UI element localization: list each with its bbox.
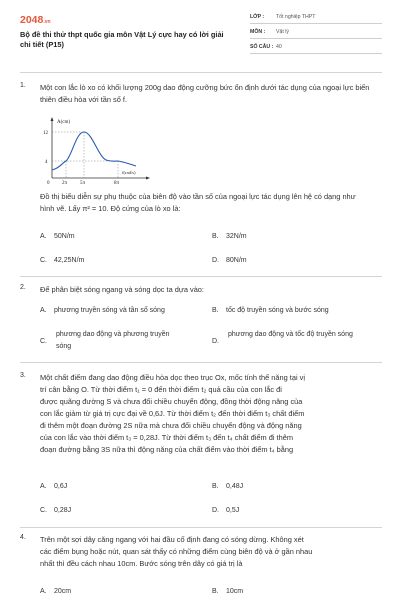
- y-axis-arrow: [51, 117, 54, 121]
- resonance-curve: [52, 132, 136, 170]
- document-meta: [250, 14, 382, 59]
- divider: [20, 72, 382, 73]
- meta-row-class: [250, 14, 382, 24]
- meta-key: SỐ CÂU :: [250, 44, 274, 50]
- text-line: các điểm bụng hoặc nút, quan sát thấy có những điểm cùng biên độ và ở gần nhau: [40, 547, 313, 556]
- meta-row-count: [250, 44, 382, 54]
- question-number: 1.: [20, 82, 26, 89]
- option-d[interactable]: [212, 255, 247, 267]
- text-line: đoạn đường bằng 3S nữa thì động năng của chất điểm vào thời điểm t₄ bằng: [40, 445, 294, 454]
- text-line: được quãng đường S và chưa đổi chiều chuyển động, đồng thời động năng của: [40, 397, 303, 406]
- x-tick-label: 8π: [114, 181, 120, 186]
- text-line: trí cân bằng O. Từ thời điểm t₁ = 0 đến thời điểm t₂ quả cầu của con lắc đi: [40, 385, 282, 394]
- document-title: Bộ đề thi thử thpt quốc gia môn Vật Lý cực hay có lời giải chi tiết (P15): [20, 30, 224, 49]
- question-3: [20, 372, 382, 462]
- option-a[interactable]: [40, 231, 75, 243]
- text-line: con lắc giảm từ giá trị cực đại về 0,6J. Từ thời điểm t₂ đến thời điểm t₃ chất điểm: [40, 409, 305, 418]
- option-letter: C.: [40, 338, 47, 345]
- divider: [20, 527, 382, 528]
- meta-value: Vật lý: [276, 29, 289, 35]
- option-letter: A.: [40, 307, 47, 314]
- option-letter: B.: [212, 588, 219, 595]
- divider: [20, 276, 382, 277]
- divider: [20, 362, 382, 363]
- option-letter: C.: [40, 257, 47, 264]
- question-number: 2.: [20, 284, 26, 291]
- option-a[interactable]: [40, 481, 67, 493]
- option-text: phương truyền sóng và tần số sóng: [54, 307, 165, 314]
- option-text: 42,25N/m: [54, 257, 85, 264]
- option-c[interactable]: [40, 255, 84, 267]
- option-c[interactable]: [40, 505, 71, 517]
- option-letter: B.: [212, 233, 219, 240]
- option-letter: D.: [212, 338, 219, 345]
- site-logo[interactable]: [20, 14, 51, 26]
- y-tick-label: 4: [45, 160, 48, 165]
- option-text: 0,6J: [54, 483, 68, 490]
- meta-row-subject: [250, 29, 382, 39]
- y-axis-label: A(cm): [57, 120, 71, 125]
- option-text: phương dao động và phương truyền sóng: [56, 331, 170, 350]
- option-c[interactable]: [40, 329, 200, 355]
- text-line: của con lắc vào thời điểm t₃ = 0,28J. Từ thời điểm t₃ đến t₄ chất điểm đi thêm: [40, 433, 293, 442]
- x-axis-label: f(rad/s): [122, 170, 136, 175]
- option-d[interactable]: [212, 329, 372, 355]
- option-b[interactable]: [212, 231, 247, 243]
- option-letter: B.: [212, 483, 219, 490]
- option-letter: B.: [212, 307, 219, 314]
- option-text: 10cm: [226, 588, 244, 595]
- meta-value: 40: [276, 44, 282, 50]
- meta-key: LỚP :: [250, 14, 265, 20]
- option-text: 0,28J: [54, 507, 72, 514]
- option-b[interactable]: [212, 305, 329, 317]
- x-tick-label: 5π: [80, 181, 86, 186]
- text-line: Trên một sợi dây căng ngang với hai đầu cố định đang có sóng dừng. Không xét: [40, 535, 304, 544]
- option-b[interactable]: [212, 586, 243, 598]
- x-axis-arrow: [146, 177, 150, 180]
- origin-label: 0: [47, 181, 50, 186]
- x-tick-label: 2π: [62, 181, 68, 186]
- option-a[interactable]: [40, 305, 165, 317]
- logo-main: 2048: [20, 14, 44, 26]
- meta-value: Tốt nghiệp THPT: [276, 14, 316, 20]
- option-letter: D.: [212, 257, 219, 264]
- text-line: Một chất điểm đang dao động điều hòa dọc theo trục Ox, mốc tính thế năng tại vị: [40, 373, 305, 382]
- option-text: 0,5J: [226, 507, 240, 514]
- question-number: 4.: [20, 534, 26, 541]
- option-text: tốc độ truyền sóng và bước sóng: [226, 307, 329, 314]
- question-4: [20, 534, 382, 574]
- option-text: phương dao động và tốc độ truyền sóng: [228, 331, 353, 338]
- option-b[interactable]: [212, 481, 243, 493]
- text-line: nhất thì đều cách nhau 10cm. Bước sóng trên dây có giá trị là: [40, 559, 243, 568]
- logo-suffix: .vn: [43, 19, 51, 25]
- option-letter: C.: [40, 507, 47, 514]
- resonance-graph: [40, 116, 150, 186]
- option-text: 50N/m: [54, 233, 75, 240]
- question-number: 3.: [20, 372, 26, 379]
- option-letter: A.: [40, 588, 47, 595]
- question-text: Một con lắc lò xo có khối lượng 200g dao động cưỡng bức ổn định dưới tác dụng của ngoại lực biến thiên điều hòa với tần số f.: [40, 83, 370, 104]
- document-header: [20, 10, 382, 58]
- option-text: 32N/m: [226, 233, 247, 240]
- option-d[interactable]: [212, 505, 239, 517]
- question-text: [40, 534, 385, 570]
- option-text: 20cm: [54, 588, 72, 595]
- text-line: đi thêm một đoạn đường 2S nữa mà chưa đổi chiều chuyển động và động năng: [40, 421, 302, 430]
- option-letter: D.: [212, 507, 219, 514]
- option-a[interactable]: [40, 586, 71, 598]
- question-text: Để phân biệt sóng ngang và sóng dọc ta dựa vào:: [40, 285, 204, 294]
- option-text: 80N/m: [226, 257, 247, 264]
- option-letter: A.: [40, 483, 47, 490]
- meta-key: MÔN :: [250, 29, 266, 35]
- question-text-continued: Đồ thị biểu diễn sự phụ thuộc của biên độ vào tần số của ngoại lực tác dụng lên hệ có dạng như hình vẽ. Lấy π² = 10. Độ cứng của lò xo là:: [40, 192, 356, 213]
- option-letter: A.: [40, 233, 47, 240]
- y-tick-label: 12: [43, 131, 48, 136]
- question-text: [40, 372, 385, 456]
- option-text: 0,48J: [226, 483, 244, 490]
